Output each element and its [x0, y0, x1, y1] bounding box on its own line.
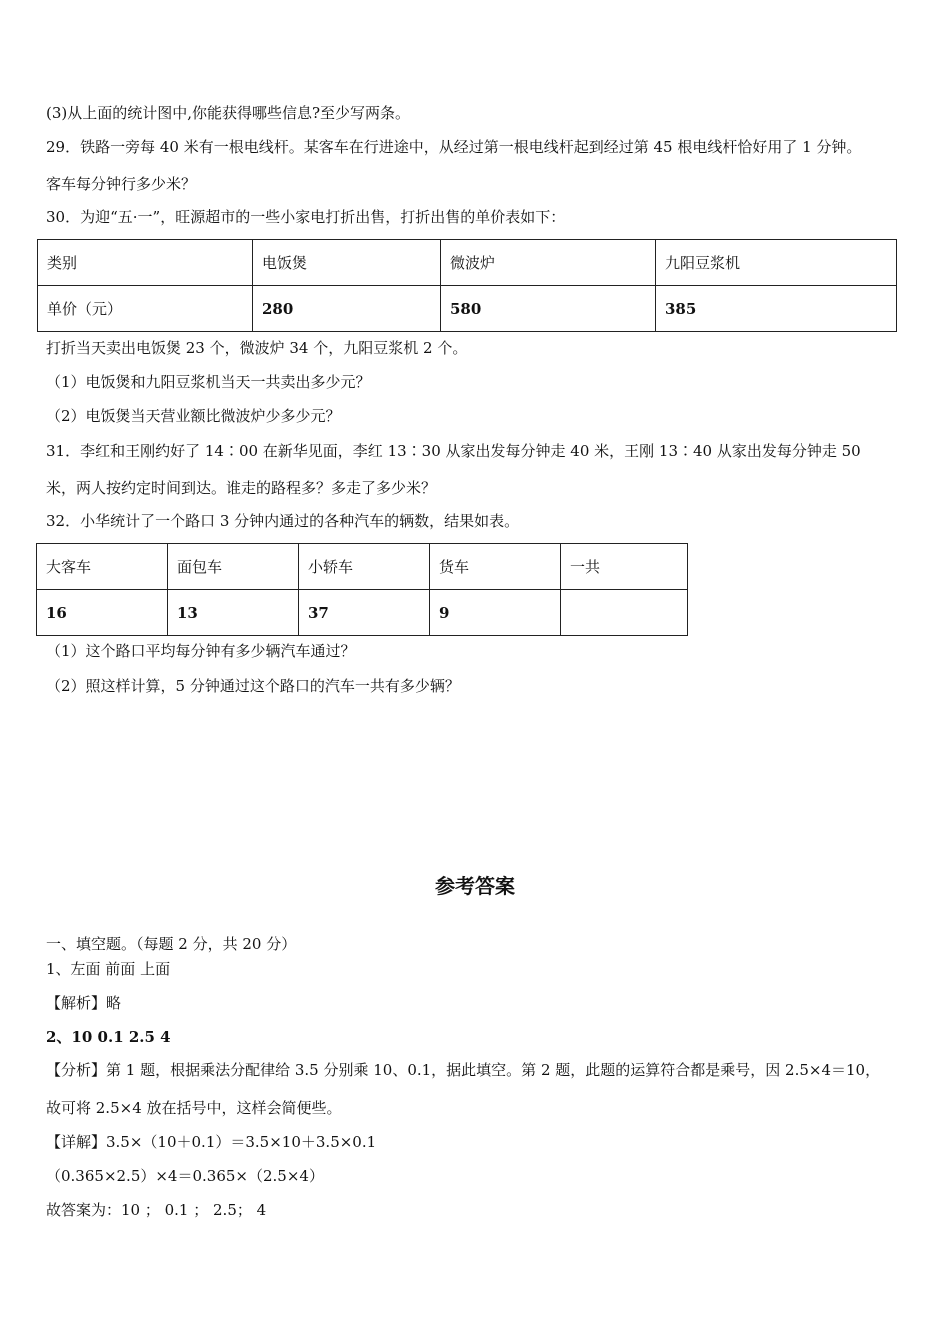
table-cell: 13	[168, 590, 299, 636]
q29-line1: 29．铁路一旁每 40 米有一根电线杆。某客车在行进途中，从经过第一根电线杆起到经过第 45 根电线杆恰好用了 1 分钟。	[46, 138, 862, 156]
table-cell: 9	[430, 590, 561, 636]
vehicle-table	[36, 543, 688, 636]
table-header-cell: 大客车	[37, 544, 168, 590]
q28-part3: (3)从上面的统计图中,你能获得哪些信息?至少写两条。	[46, 104, 411, 122]
table-header-cell: 一共	[561, 544, 688, 590]
q30-part1: （1）电饭煲和九阳豆浆机当天一共卖出多少元？	[46, 373, 371, 391]
table-row	[38, 240, 897, 286]
q29-line2: 客车每分钟行多少米？	[46, 175, 197, 193]
q31-line1: 31．李红和王刚约好了 14∶00 在新华见面，李红 13∶30 从家出发每分钟走 40 米，王刚 13∶40 从家出发每分钟走 50	[46, 442, 861, 460]
answer-2-analysis-line2: 故可将 2.5×4 放在括号中，这样会简便些。	[46, 1099, 342, 1117]
q32-intro: 32．小华统计了一个路口 3 分钟内通过的各种汽车的辆数，结果如表。	[46, 512, 520, 530]
answer-2-detail-2: （0.365×2.5）×4＝0.365×（2.5×4）	[46, 1167, 324, 1185]
table-row-label: 单价（元）	[38, 286, 253, 332]
table-cell: 385	[656, 286, 897, 332]
q31-line2: 米，两人按约定时间到达。谁走的路程多？多走了多少米？	[46, 479, 437, 497]
q32-part1: （1）这个路口平均每分钟有多少辆汽车通过？	[46, 642, 356, 660]
q30-after: 打折当天卖出电饭煲 23 个，微波炉 34 个，九阳豆浆机 2 个。	[46, 339, 468, 357]
table-header-cell: 类别	[38, 240, 253, 286]
table-header-cell: 小轿车	[299, 544, 430, 590]
table-cell: 16	[37, 590, 168, 636]
table-row	[38, 286, 897, 332]
answers-section-heading: 一、填空题。（每题 2 分，共 20 分）	[46, 935, 297, 953]
answers-title: 参考答案	[435, 874, 515, 898]
answer-1-analysis: 【解析】略	[46, 994, 122, 1012]
q30-part2: （2）电饭煲当天营业额比微波炉少多少元？	[46, 407, 341, 425]
answer-1: 1、左面 前面 上面	[46, 960, 171, 978]
table-row	[37, 590, 688, 636]
answer-2-detail-1: 【详解】3.5×（10＋0.1）＝3.5×10＋3.5×0.1	[46, 1133, 377, 1151]
answer-2: 2、10 0.1 2.5 4	[46, 1028, 171, 1046]
price-table	[37, 239, 897, 332]
table-header-cell: 货车	[430, 544, 561, 590]
answer-2-final: 故答案为：10 ； 0.1 ； 2.5； 4	[46, 1201, 267, 1219]
q30-intro: 30．为迎“五·一”，旺源超市的一些小家电打折出售，打折出售的单价表如下：	[46, 208, 566, 226]
table-cell	[561, 590, 688, 636]
table-header-cell: 九阳豆浆机	[656, 240, 897, 286]
table-header-cell: 电饭煲	[253, 240, 441, 286]
table-cell: 280	[253, 286, 441, 332]
answer-2-analysis-line1: 【分析】第 1 题，根据乘法分配律给 3.5 分别乘 10、0.1，据此填空。第 2 题，此题的运算符合都是乘号，因 2.5×4＝10，	[46, 1061, 881, 1079]
table-row	[37, 544, 688, 590]
q32-part2: （2）照这样计算，5 分钟通过这个路口的汽车一共有多少辆？	[46, 677, 460, 695]
table-cell: 37	[299, 590, 430, 636]
table-cell: 580	[441, 286, 656, 332]
table-header-cell: 面包车	[168, 544, 299, 590]
table-header-cell: 微波炉	[441, 240, 656, 286]
